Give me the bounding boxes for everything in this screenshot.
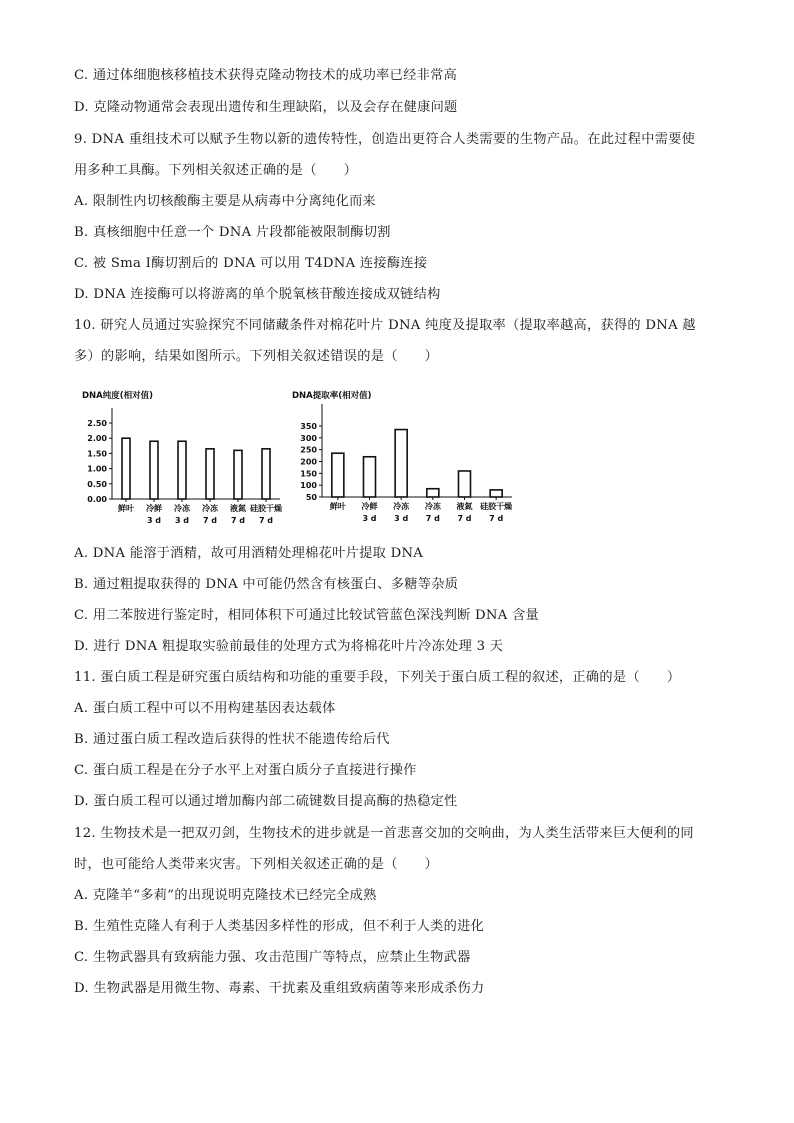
- text-line: C. 用二苯胺进行鉴定时，相同体积下可通过比较试管蓝色深浅判断 DNA 含量: [74, 608, 540, 623]
- bar: [206, 449, 214, 499]
- category-label: 鲜叶: [118, 504, 134, 513]
- category-label: 冷鲜: [146, 504, 162, 513]
- text-line: 时，也可能给人类带来灾害。下列相关叙述正确的是（ ）: [74, 857, 439, 872]
- text-line: A. 限制性内切核酸酶主要是从病毒中分离纯化而来: [74, 194, 377, 209]
- y-tick-label: 0.00: [87, 495, 107, 504]
- category-label: 液氮: [456, 502, 473, 511]
- y-tick-label: 50: [305, 493, 317, 502]
- text-line: 11. 蛋白质工程是研究蛋白质结构和功能的重要手段，下列关于蛋白质工程的叙述，正确的是（ ）: [74, 670, 681, 685]
- y-tick-label: 300: [300, 433, 317, 443]
- y-tick-label: 100: [300, 481, 317, 491]
- text-line: C. 蛋白质工程是在分子水平上对蛋白质分子直接进行操作: [74, 763, 417, 778]
- dna-extraction-rate-chart: [290, 386, 515, 528]
- category-label: 7 d: [457, 514, 472, 523]
- y-tick-label: 1.00: [87, 464, 107, 474]
- bar: [395, 430, 407, 497]
- text-line: B. 通过蛋白质工程改造后获得的性状不能遗传给后代: [74, 732, 390, 747]
- category-label: 3 d: [394, 514, 409, 523]
- bar: [262, 449, 270, 499]
- y-tick-label: 150: [300, 469, 317, 479]
- text-line: 10. 研究人员通过实验探究不同储藏条件对棉花叶片 DNA 纯度及提取率（提取率越高，获得的 DNA 越: [74, 318, 696, 333]
- text-line: D. 生物武器是用微生物、毒素、干扰素及重组致病菌等来形成杀伤力: [74, 981, 485, 996]
- category-label: 3 d: [174, 516, 190, 525]
- category-label: 硅胶干燥: [250, 504, 282, 513]
- category-label: 3 d: [362, 514, 377, 523]
- bar: [364, 457, 376, 497]
- text-line: C. 被 Sma Ⅰ酶切割后的 DNA 可以用 T4DNA 连接酶连接: [74, 256, 428, 271]
- dna-purity-chart-svg: [80, 386, 285, 528]
- category-label: 3 d: [146, 516, 162, 525]
- bar: [332, 453, 344, 497]
- bar: [122, 438, 130, 499]
- y-tick-label: 200: [300, 457, 317, 467]
- y-tick-label: 250: [300, 445, 317, 455]
- category-label: 冷鲜: [361, 502, 378, 511]
- category-label: 冷冻: [393, 502, 410, 511]
- text-line: A. DNA 能溶于酒精，故可用酒精处理棉花叶片提取 DNA: [74, 546, 424, 561]
- bar: [459, 471, 471, 497]
- text-line: B. 通过粗提取获得的 DNA 中可能仍然含有核蛋白、多糖等杂质: [74, 577, 459, 592]
- text-line: B. 真核细胞中任意一个 DNA 片段都能被限制酶切割: [74, 225, 391, 240]
- y-tick-label: 350: [300, 422, 317, 431]
- category-label: 7 d: [230, 516, 246, 525]
- category-label: 7 d: [425, 514, 440, 523]
- category-label: 液氮: [230, 504, 246, 513]
- chart-title: DNA提取率(相对值): [292, 391, 372, 401]
- dna-purity-chart: [80, 386, 285, 528]
- category-label: 硅胶干燥: [480, 502, 513, 511]
- text-line: C. 生物武器具有致病能力强、攻击范围广等特点，应禁止生物武器: [74, 950, 471, 965]
- text-line: C. 通过体细胞核移植技术获得克隆动物技术的成功率已经非常高: [74, 68, 458, 83]
- category-label: 冷冻: [202, 504, 218, 513]
- bar: [178, 441, 186, 499]
- text-line: 多）的影响，结果如图所示。下列相关叙述错误的是（ ）: [74, 349, 439, 364]
- text-line: D. 进行 DNA 粗提取实验前最佳的处理方式为将棉花叶片冷冻处理 3 天: [74, 639, 504, 654]
- text-line: A. 蛋白质工程中可以不用构建基因表达载体: [74, 701, 336, 716]
- category-label: 冷冻: [424, 502, 441, 511]
- dna-extraction-rate-chart-svg: [290, 386, 515, 528]
- y-tick-label: 2.50: [87, 419, 107, 428]
- text-line: D. 克隆动物通常会表现出遗传和生理缺陷，以及会存在健康问题: [74, 100, 458, 115]
- bar: [150, 441, 158, 499]
- category-label: 冷冻: [174, 504, 190, 513]
- text-line: D. 蛋白质工程可以通过增加酶内部二硫键数目提高酶的热稳定性: [74, 794, 458, 809]
- text-line: A. 克隆羊“多莉”的出现说明克隆技术已经完全成熟: [74, 888, 377, 903]
- bar: [234, 450, 242, 499]
- chart-title: DNA纯度(相对值): [82, 391, 154, 401]
- text-line: 12. 生物技术是一把双刃剑，生物技术的进步就是一首悲喜交加的交响曲，为人类生活带来巨大便利的同: [74, 826, 694, 841]
- category-label: 鲜叶: [329, 502, 346, 511]
- y-tick-label: 1.50: [87, 449, 107, 459]
- bar: [427, 489, 439, 497]
- bar: [490, 490, 502, 497]
- text-line: D. DNA 连接酶可以将游离的单个脱氧核苷酸连接成双链结构: [74, 287, 441, 302]
- y-tick-label: 0.50: [87, 479, 107, 489]
- text-line: 9. DNA 重组技术可以赋予生物以新的遗传特性，创造出更符合人类需要的生物产品。在此过程中需要使: [74, 132, 696, 147]
- y-tick-label: 2.00: [87, 434, 107, 444]
- category-label: 7 d: [202, 516, 218, 525]
- text-line: 用多种工具酶。下列相关叙述正确的是（ ）: [74, 163, 358, 178]
- category-label: 7 d: [489, 514, 504, 523]
- category-label: 7 d: [258, 516, 274, 525]
- text-line: B. 生殖性克隆人有利于人类基因多样性的形成，但不利于人类的进化: [74, 919, 485, 934]
